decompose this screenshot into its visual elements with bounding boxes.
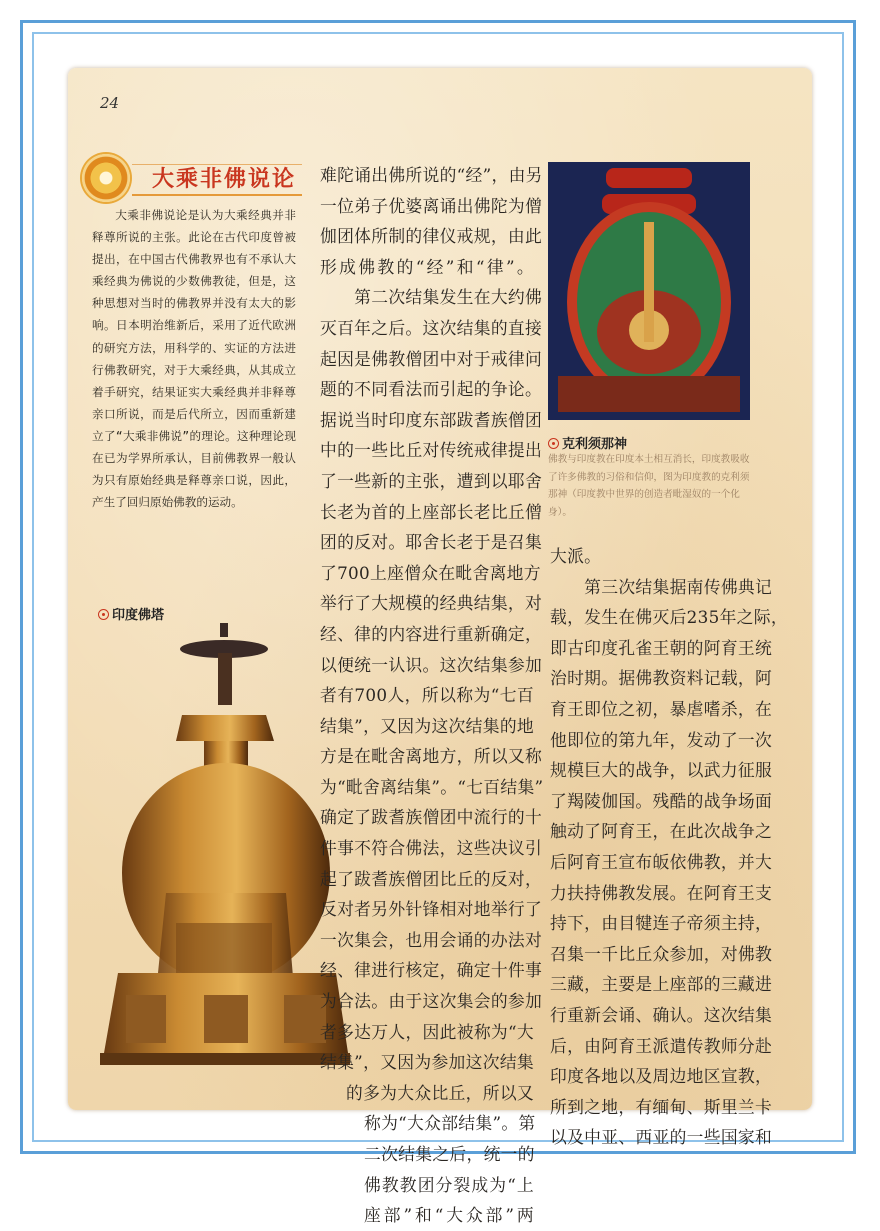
text-line: 举行了大规模的经典结集，对 — [320, 593, 543, 614]
krishna-thangka-image — [548, 162, 750, 420]
text-line: 了一些新的主张，遭到以耶舍 — [320, 470, 543, 491]
caption-marker-icon — [98, 609, 109, 620]
text-line: 育王即位之初，暴虐嗜杀，在 — [550, 698, 773, 719]
text-line: 后，由阿育王派遣传教师分赴 — [550, 1035, 773, 1056]
text-line: 形成佛教的“经”和“律”。 — [320, 256, 534, 277]
text-line: 结集”，又因为参加这次结集 — [320, 1052, 534, 1073]
book-page — [68, 68, 812, 1226]
text-line: 第二次结集发生在大约佛 — [320, 287, 543, 308]
text-line: 以便统一认识。这次结集参加 — [320, 654, 543, 675]
text-line: 据说当时印度东部跋耆族僧团 — [320, 409, 543, 430]
text-line: 触动了阿育王，在此次战争之 — [550, 821, 773, 842]
middle-column-text — [320, 160, 544, 1231]
text-line: 力扶持佛教发展。在阿育王支 — [550, 882, 773, 903]
text-line: 伽团体所制的律仪戒规，由此 — [320, 226, 543, 247]
text-line: 了羯陵伽国。残酷的战争场面 — [550, 790, 773, 811]
text-line: 规模巨大的战争，以武力征服 — [550, 760, 773, 781]
text-line: 反对者另外针锋相对地举行了 — [320, 899, 543, 920]
text-line: 他即位的第九年，发动了一次 — [550, 729, 773, 750]
text-line: 的多为大众比丘，所以又 — [346, 1082, 534, 1103]
text-line: 召集一千比丘众参加，对佛教 — [550, 943, 773, 964]
text-line: 经、律的内容进行重新确定， — [320, 623, 543, 644]
text-line: 灭百年之后。这次结集的直接 — [320, 317, 543, 338]
text-line: 三藏，主要是上座部的三藏进 — [550, 974, 773, 995]
text-line: 结集”，又因为这次结集的地 — [320, 715, 534, 736]
text-line: 即古印度孔雀王朝的阿育王统 — [550, 637, 773, 658]
text-line: 以及中亚、西亚的一些国家和 — [550, 1127, 773, 1148]
text-line: 为“毗舍离结集”。“七百结集” — [320, 776, 544, 797]
sidebar-header — [82, 154, 300, 204]
text-line: 中的一些比丘对传统戒律提出 — [320, 440, 543, 461]
stupa-caption-text: 印度佛塔 — [112, 608, 165, 623]
text-line: 难陀诵出佛所说的“经”，由另 — [320, 165, 543, 185]
text-line: 一位弟子优婆离诵出佛陀为僧 — [320, 195, 543, 216]
sidebar-rule — [132, 194, 302, 196]
text-line: 长老为首的上座部长老比丘僧 — [320, 501, 543, 522]
right-column-text — [550, 541, 788, 1153]
text-line: 一次集会，也用会诵的办法对 — [320, 929, 543, 950]
text-line: 者有700人，所以称为“七百 — [320, 685, 534, 706]
text-line: 座部”和“大众部”两 — [364, 1205, 534, 1226]
caption-marker-icon — [548, 438, 559, 449]
sidebar-body: 大乘非佛说论是认为大乘经典并非释尊所说的主张。此论在古代印度曾被提出，在中国古代佛教界也有不承认大乘经典为佛说的少数佛教徒，但是，这种思想对当时的佛教界并没有太大的影响。日本明治维新后，采用了近代欧洲的研究方法，用科学的、实证的方法进行佛教研究，对于大乘经典，从其成立着手研究，结果证实大乘经典并非释尊亲口所说，而是后代所立，因而重新建立了“大乘非佛说”的理论。这种理论现在已为学界所承认，目前佛教界一般认为只有原始经典是释尊亲口说，因此，产生了回归原始佛教的运动。 — [92, 208, 296, 510]
text-line: 后阿育王宣布皈依佛教，并大 — [550, 851, 773, 872]
text-line: 经、律进行核定，确定十件事 — [320, 960, 543, 981]
text-line: 第三次结集据南传佛典记 — [550, 576, 773, 597]
page-number: 24 — [100, 94, 120, 112]
sidebar-title: 大乘非佛说论 — [152, 167, 297, 192]
text-line: 方是在毗舍离地方，所以又称 — [320, 746, 543, 767]
text-line: 件事不符合佛法，这些决议引 — [320, 838, 543, 859]
text-line: 行重新会诵、确认。这次结集 — [550, 1004, 773, 1025]
text-line: 所到之地，有缅甸、斯里兰卡 — [550, 1096, 773, 1117]
thangka-caption — [548, 433, 627, 452]
text-line: 确定了跋耆族僧团中流行的十 — [320, 807, 543, 828]
text-line: 者多达万人，因此被称为“大 — [320, 1021, 534, 1042]
text-line: 佛教教团分裂成为“上 — [364, 1174, 534, 1195]
thangka-description: 佛教与印度教在印度本土相互消长，印度教吸收了许多佛教的习俗和信仰，图为印度教的克利须那神（印度教中世界的创造者毗湿奴的一个化身）。 — [548, 454, 750, 518]
text-line: 起因是佛教僧团中对于戒律问 — [320, 348, 543, 369]
text-line: 二次结集之后，统一的 — [364, 1144, 535, 1164]
text-line: 起了跋耆族僧团比丘的反对， — [320, 868, 543, 889]
text-line: 治时期。据佛教资料记载，阿 — [550, 668, 773, 689]
text-line: 为合法。由于这次集会的参加 — [320, 991, 543, 1012]
text-line: 载，发生在佛灭后235年之际， — [550, 607, 788, 628]
text-line: 称为“大众部结集”。第 — [364, 1113, 536, 1134]
text-line: 持下，由目犍连子帝须主持， — [550, 913, 773, 934]
text-line: 题的不同看法而引起的争论。 — [320, 379, 543, 400]
text-line: 大派。 — [550, 546, 602, 566]
lotus-icon — [82, 154, 130, 202]
stupa-image — [96, 623, 354, 1068]
text-line: 印度各地以及周边地区宣教， — [550, 1066, 773, 1087]
text-line: 了700上座僧众在毗舍离地方 — [320, 562, 541, 583]
stupa-caption — [98, 604, 164, 623]
text-line: 团的反对。耶舍长老于是召集 — [320, 532, 543, 553]
thangka-caption-text: 克利须那神 — [562, 437, 628, 452]
